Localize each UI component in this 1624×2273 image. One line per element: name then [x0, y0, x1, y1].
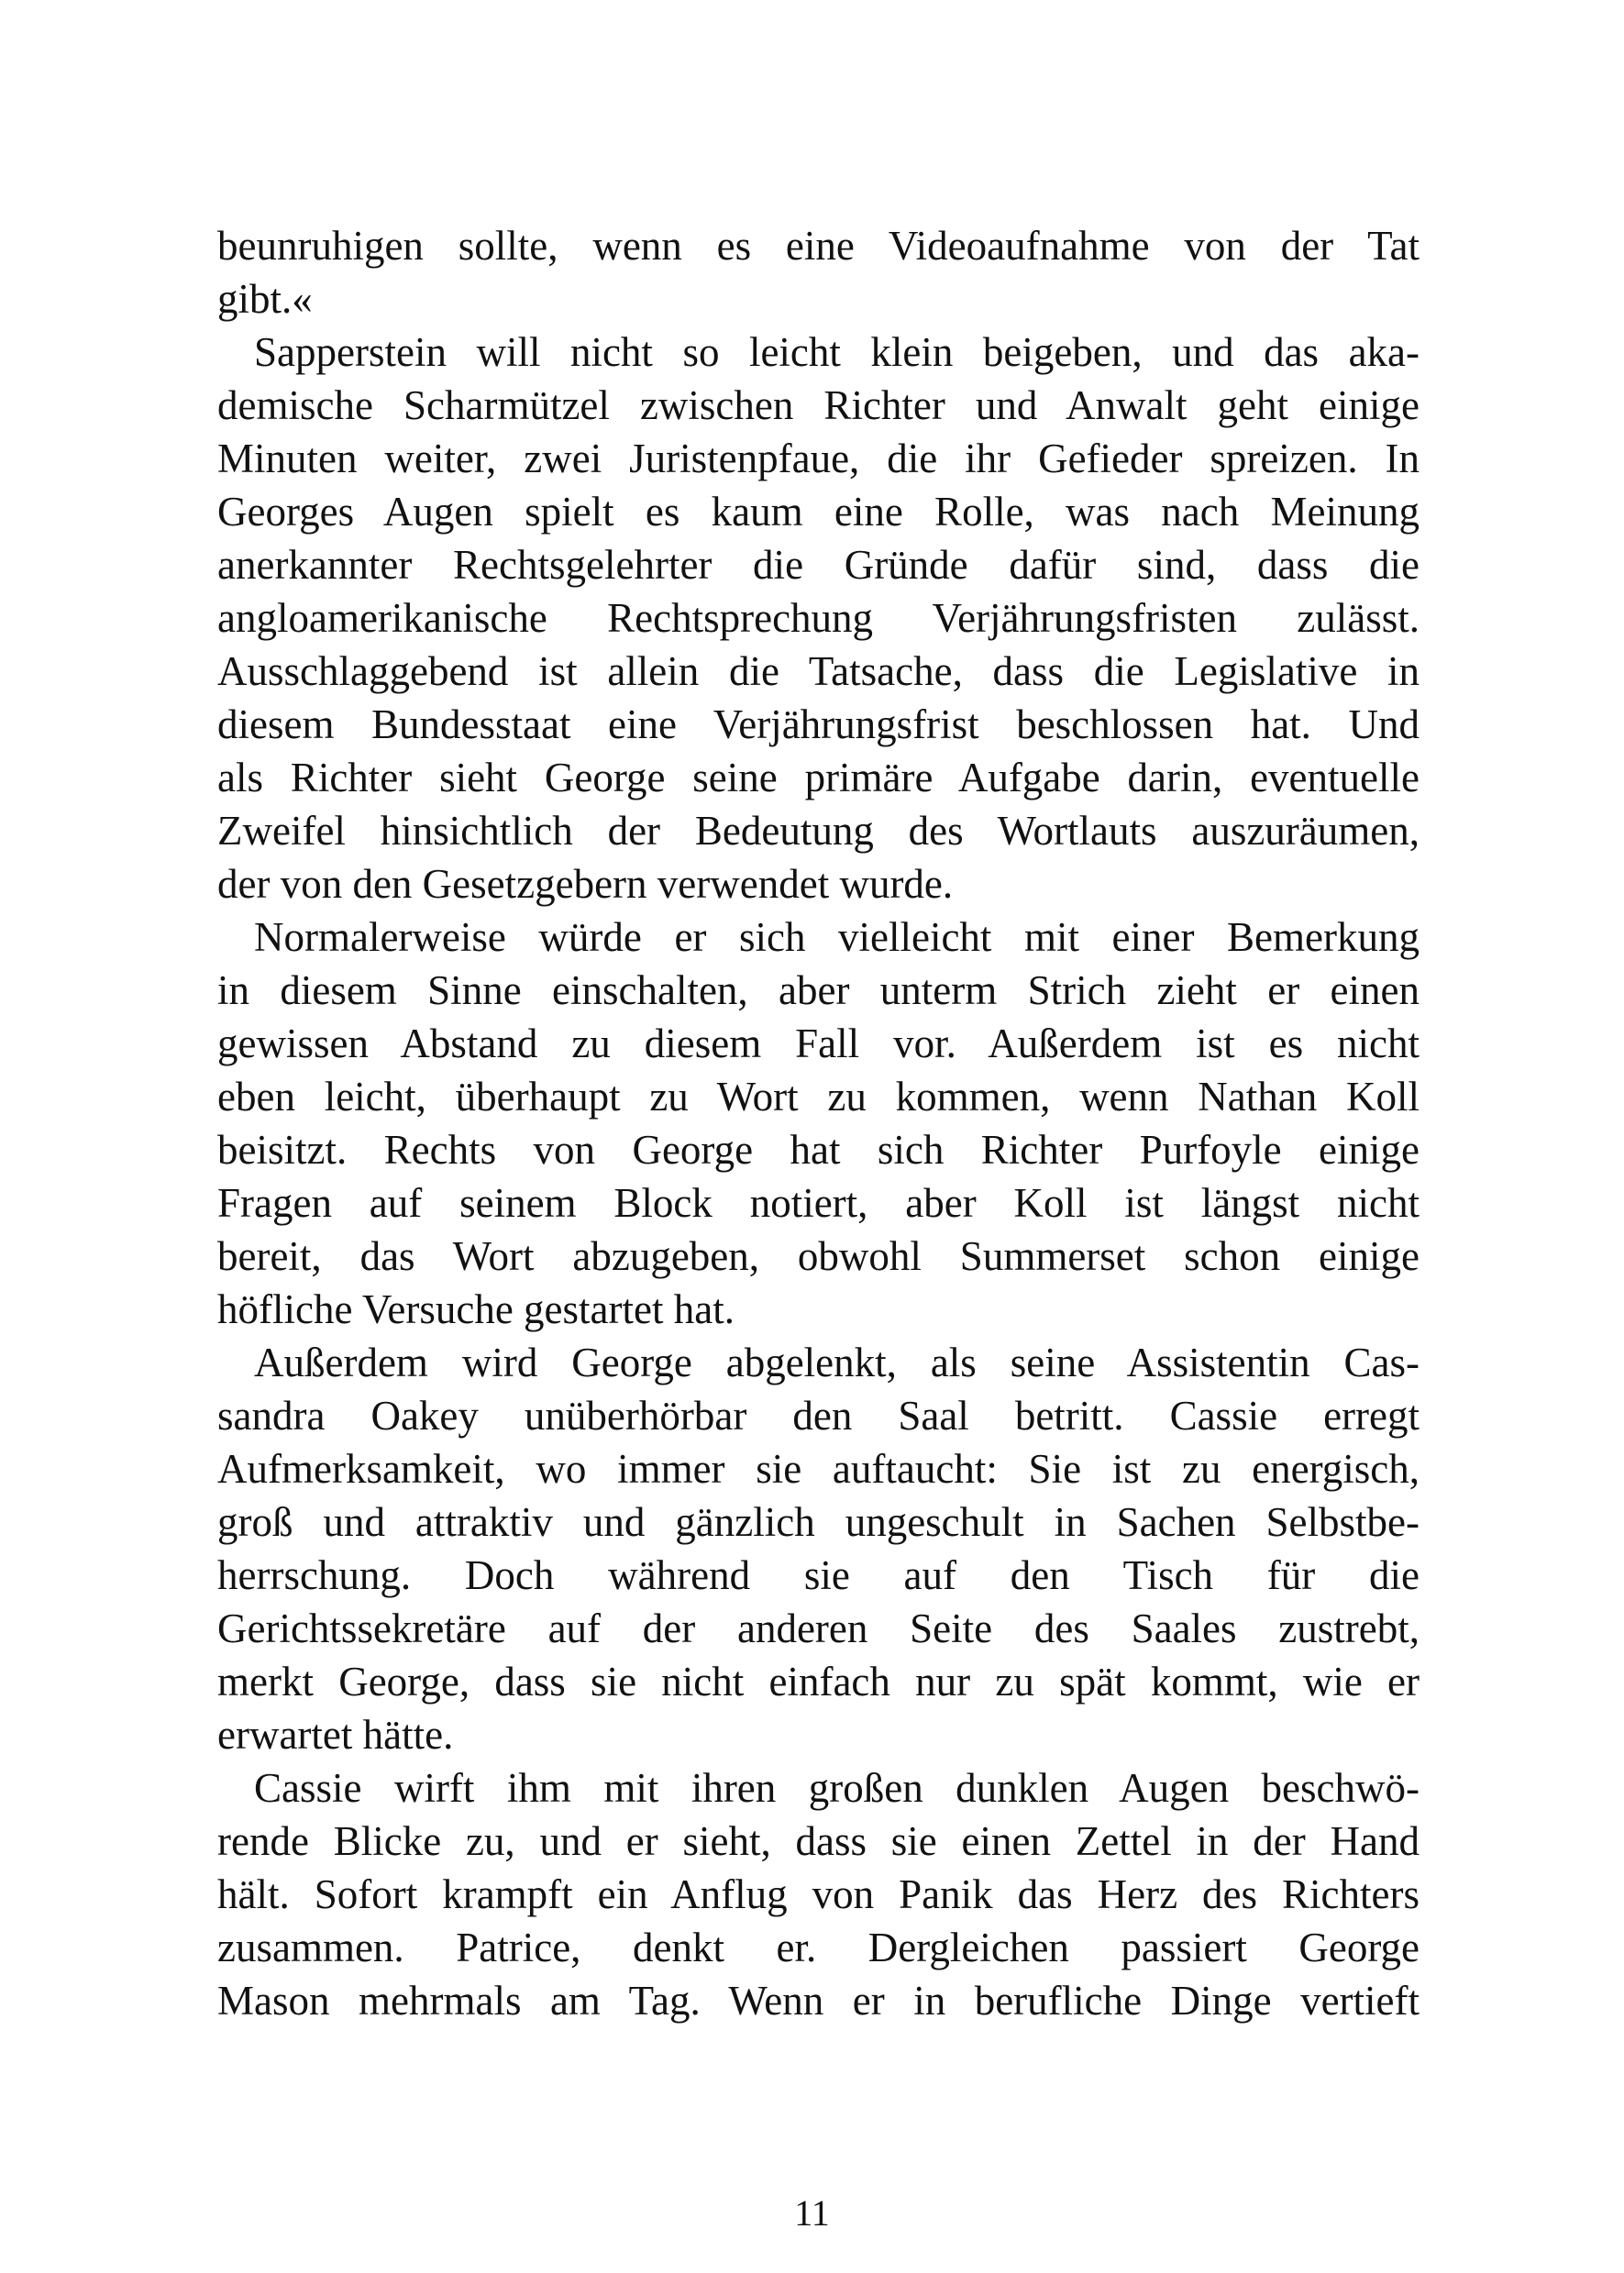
text-line: Zweifel hinsichtlich der Bedeutung des Wortlauts auszuräumen, — [217, 808, 1420, 854]
text-line: Georges Augen spielt es kaum eine Rolle, was nach Meinung — [217, 489, 1420, 535]
text-line: beisitzt. Rechts von George hat sich Richter Purfoyle einige — [217, 1127, 1420, 1173]
text-line: der von den Gesetzgebern verwendet wurde. — [217, 861, 954, 907]
text-line: merkt George, dass sie nicht einfach nur zu spät kommt, wie er — [217, 1659, 1420, 1705]
text-line: diesem Bundesstaat eine Verjährungsfrist beschlossen hat. Und — [217, 701, 1420, 747]
text-line: Außerdem wird George abgelenkt, als seine Assistentin Cas- — [254, 1340, 1420, 1385]
text-line: herrschung. Doch während sie auf den Tisch für die — [217, 1552, 1420, 1598]
text-line: als Richter sieht George seine primäre Aufgabe darin, eventuelle — [217, 755, 1420, 800]
text-line: höfliche Versuche gestartet hat. — [217, 1286, 735, 1332]
text-line: Mason mehrmals am Tag. Wenn er in berufliche Dinge vertieft — [217, 1978, 1420, 2024]
text-line: Minuten weiter, zwei Juristenpfaue, die ihr Gefieder spreizen. In — [217, 436, 1420, 481]
text-line: Cassie wirft ihm mit ihren großen dunklen Augen beschwö- — [254, 1765, 1420, 1811]
text-line: Fragen auf seinem Block notiert, aber Koll ist längst nicht — [217, 1180, 1420, 1226]
text-line: Normalerweise würde er sich vielleicht mit einer Bemerkung — [254, 914, 1420, 960]
text-line: bereit, das Wort abzugeben, obwohl Summerset schon einige — [217, 1233, 1420, 1279]
text-line: sandra Oakey unüberhörbar den Saal betritt. Cassie erregt — [217, 1393, 1420, 1439]
text-line: angloamerikanische Rechtsprechung Verjährungsfristen zulässt. — [217, 595, 1420, 641]
page-number: 11 — [794, 2192, 830, 2234]
text-line: erwartet hätte. — [217, 1712, 454, 1758]
text-line: anerkannter Rechtsgelehrter die Gründe dafür sind, dass die — [217, 542, 1420, 588]
text-line: rende Blicke zu, und er sieht, dass sie einen Zettel in der Hand — [217, 1818, 1420, 1864]
text-line: gewissen Abstand zu diesem Fall vor. Außerdem ist es nicht — [217, 1021, 1420, 1066]
text-line: gibt.« — [217, 276, 313, 322]
text-line: Sapperstein will nicht so leicht klein beigeben, und das aka- — [254, 329, 1420, 375]
text-line: Aufmerksamkeit, wo immer sie auftaucht: Sie ist zu energisch, — [217, 1446, 1420, 1492]
text-line: in diesem Sinne einschalten, aber unterm Strich zieht er einen — [217, 967, 1420, 1013]
text-line: groß und attraktiv und gänzlich ungeschult in Sachen Selbstbe- — [217, 1499, 1420, 1545]
text-line: zusammen. Patrice, denkt er. Dergleichen passiert George — [217, 1925, 1420, 1970]
text-line: Ausschlaggebend ist allein die Tatsache, dass die Legislative in — [217, 648, 1420, 694]
text-line: Gerichtssekretäre auf der anderen Seite des Saales zustrebt, — [217, 1605, 1420, 1651]
text-line: beunruhigen sollte, wenn es eine Videoaufnahme von der Tat — [217, 223, 1420, 269]
text-line: hält. Sofort krampft ein Anflug von Panik das Herz des Richters — [217, 1871, 1420, 1917]
text-line: eben leicht, überhaupt zu Wort zu kommen, wenn Nathan Koll — [217, 1074, 1420, 1120]
text-line: demische Scharmützel zwischen Richter und Anwalt geht einige — [217, 382, 1420, 428]
body-text — [217, 219, 1420, 2027]
